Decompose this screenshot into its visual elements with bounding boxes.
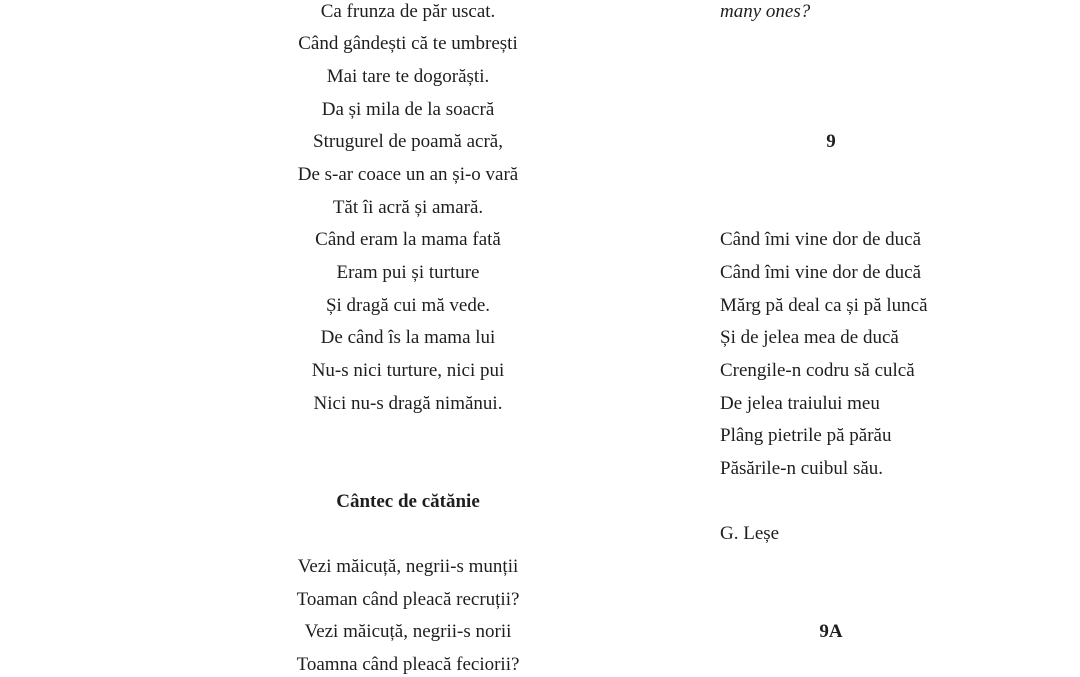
verse-line: De s-ar coace un an și-o vară bbox=[297, 164, 519, 185]
verse-line: Păsările-n cuibul său. bbox=[720, 458, 884, 479]
verse-line: De când îs la mama lui bbox=[320, 327, 496, 348]
verse-line: Tăt îi acră și amară. bbox=[332, 197, 484, 218]
verse-line: Plâng pietrile pă părău bbox=[720, 425, 892, 446]
verse-line: Și de jelea mea de ducă bbox=[720, 327, 899, 348]
section-number: 9A bbox=[819, 621, 843, 642]
verse-line: Când eram la mama fată bbox=[315, 229, 501, 250]
verse-line: Când îmi vine dor de ducă bbox=[720, 229, 922, 250]
verse-line: Nici nu-s dragă nimănui. bbox=[313, 393, 503, 414]
verse-line: Toamna când pleacă feciorii? bbox=[296, 654, 520, 675]
verse-line: Crengile-n codru să culcă bbox=[720, 360, 915, 381]
verse-line: Da și mila de la soacră bbox=[321, 99, 495, 120]
verse-line: Strugurel de poamă acră, bbox=[313, 131, 503, 152]
song-title: Cântec de cătănie bbox=[336, 491, 480, 512]
verse-line: Ca frunza de păr uscat. bbox=[320, 1, 496, 22]
verse-line: Mărg pă deal ca și pă luncă bbox=[720, 295, 928, 316]
translation-line: many ones? bbox=[720, 1, 811, 22]
verse-line: Vezi măicuță, negrii-s norii bbox=[304, 621, 512, 642]
verse-line: Când gândești că te umbrești bbox=[298, 33, 518, 54]
section-number: 9 bbox=[826, 131, 836, 152]
verse-line: De jelea traiului meu bbox=[720, 393, 880, 414]
verse-line: Toaman când pleacă recruții? bbox=[296, 589, 520, 610]
verse-line: Și dragă cui mă vede. bbox=[325, 295, 491, 316]
author-credit: G. Leșe bbox=[720, 523, 780, 544]
verse-line: Nu-s nici turture, nici pui bbox=[311, 360, 505, 381]
verse-line: Când îmi vine dor de ducă bbox=[720, 262, 922, 283]
verse-line: Mai tare te dogorăști. bbox=[326, 66, 490, 87]
verse-line: Eram pui și turture bbox=[336, 262, 480, 283]
verse-line: Vezi măicuță, negrii-s munții bbox=[297, 556, 519, 577]
